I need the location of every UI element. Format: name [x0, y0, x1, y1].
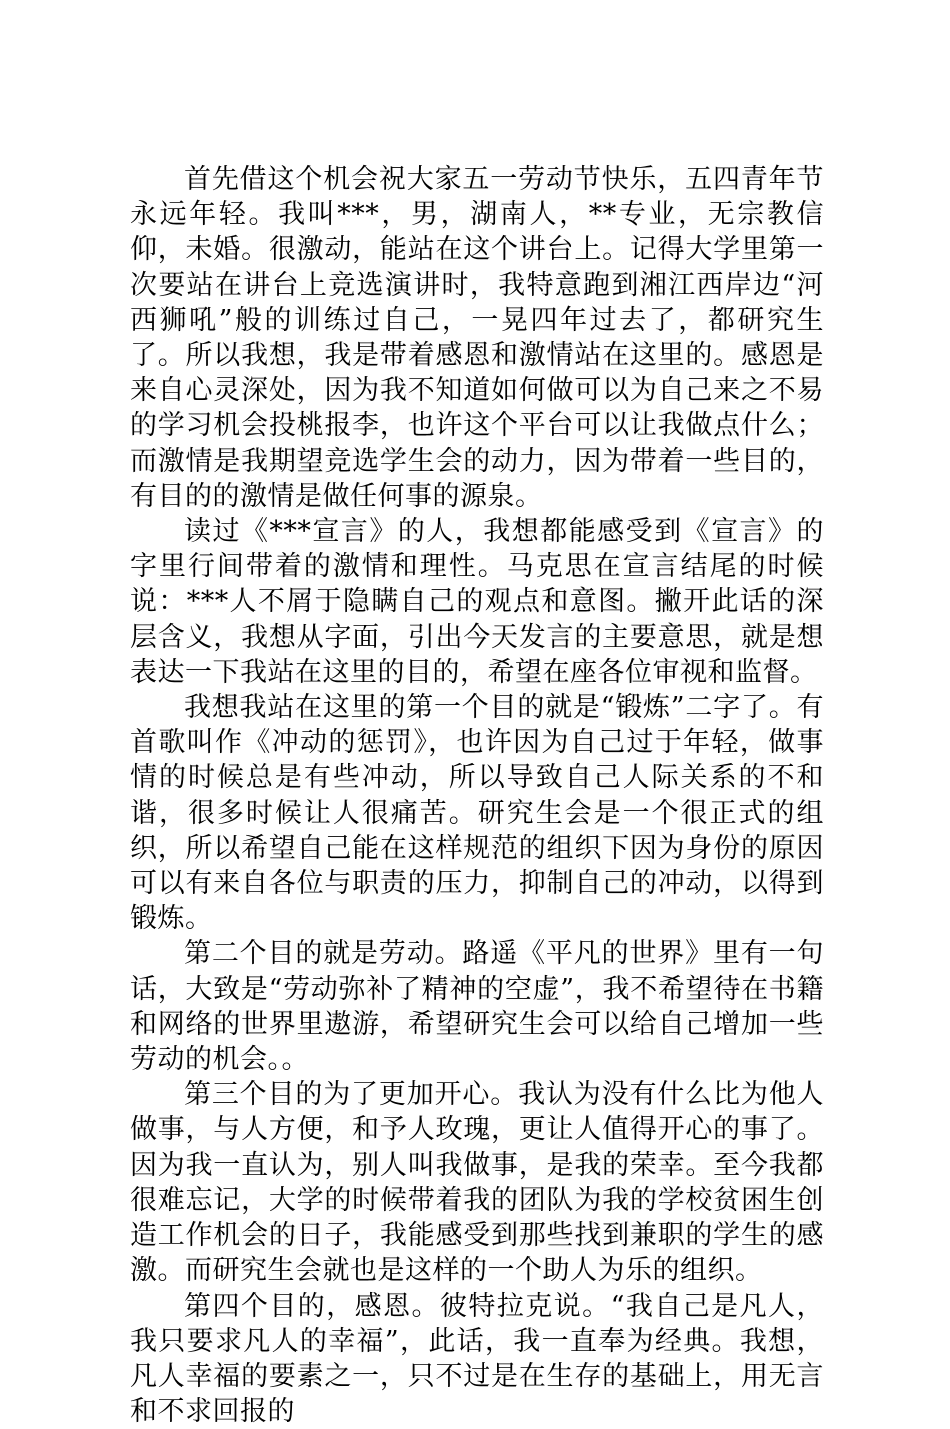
paragraph-1: 首先借这个机会祝大家五一劳动节快乐，五四青年节永远年轻。我叫***，男，湖南人，**专业，无宗教信仰，未婚。很激动，能站在这个讲台上。记得大学里第一次要站在讲台上竞选演讲时，我特意跑到湘江西岸边“河西狮吼”般的训练过自己，一晃四年过去了，都研究生了。所以我想，我是带着感恩和激情站在这里的。感恩是来自心灵深处，因为我不知道如何做可以为自己来之不易的学习机会投桃报李，也许这个平台可以让我做点什么；而激情是我期望竞选学生会的动力，因为带着一些目的，有目的的激情是做任何事的源泉。 [130, 162, 824, 514]
paragraph-5: 第三个目的为了更加开心。我认为没有什么比为他人做事，与人方便，和予人玫瑰，更让人值得开心的事了。因为我一直认为，别人叫我做事，是我的荣幸。至今我都很难忘记，大学的时候带着我的团队为我的学校贫困生创造工作机会的日子，我能感受到那些找到兼职的学生的感激。而研究生会就也是这样的一个助人为乐的组织。 [130, 1077, 824, 1288]
document-body [130, 162, 824, 1429]
paragraph-6: 第四个目的，感恩。彼特拉克说。“我自己是凡人，我只要求凡人的幸福”，此话，我一直奉为经典。我想，凡人幸福的要素之一，只不过是在生存的基础上，用无言和不求回报的 [130, 1289, 824, 1429]
paragraph-3: 我想我站在这里的第一个目的就是“锻炼”二字了。有首歌叫作《冲动的惩罚》，也许因为自己过于年轻，做事情的时候总是有些冲动，所以导致自己人际关系的不和谐，很多时候让人很痛苦。研究生会是一个很正式的组织，所以希望自己能在这样规范的组织下因为身份的原因可以有来自各位与职责的压力，抑制自己的冲动，以得到锻炼。 [130, 690, 824, 936]
paragraph-4: 第二个目的就是劳动。路遥《平凡的世界》里有一句话，大致是“劳动弥补了精神的空虚”，我不希望待在书籍和网络的世界里遨游，希望研究生会可以给自己增加一些劳动的机会。。 [130, 936, 824, 1077]
paragraph-2: 读过《***宣言》的人，我想都能感受到《宣言》的字里行间带着的激情和理性。马克思在宣言结尾的时候说：***人不屑于隐瞒自己的观点和意图。撇开此话的深层含义，我想从字面，引出今天发言的主要意思，就是想表达一下我站在这里的目的，希望在座各位审视和监督。 [130, 514, 824, 690]
